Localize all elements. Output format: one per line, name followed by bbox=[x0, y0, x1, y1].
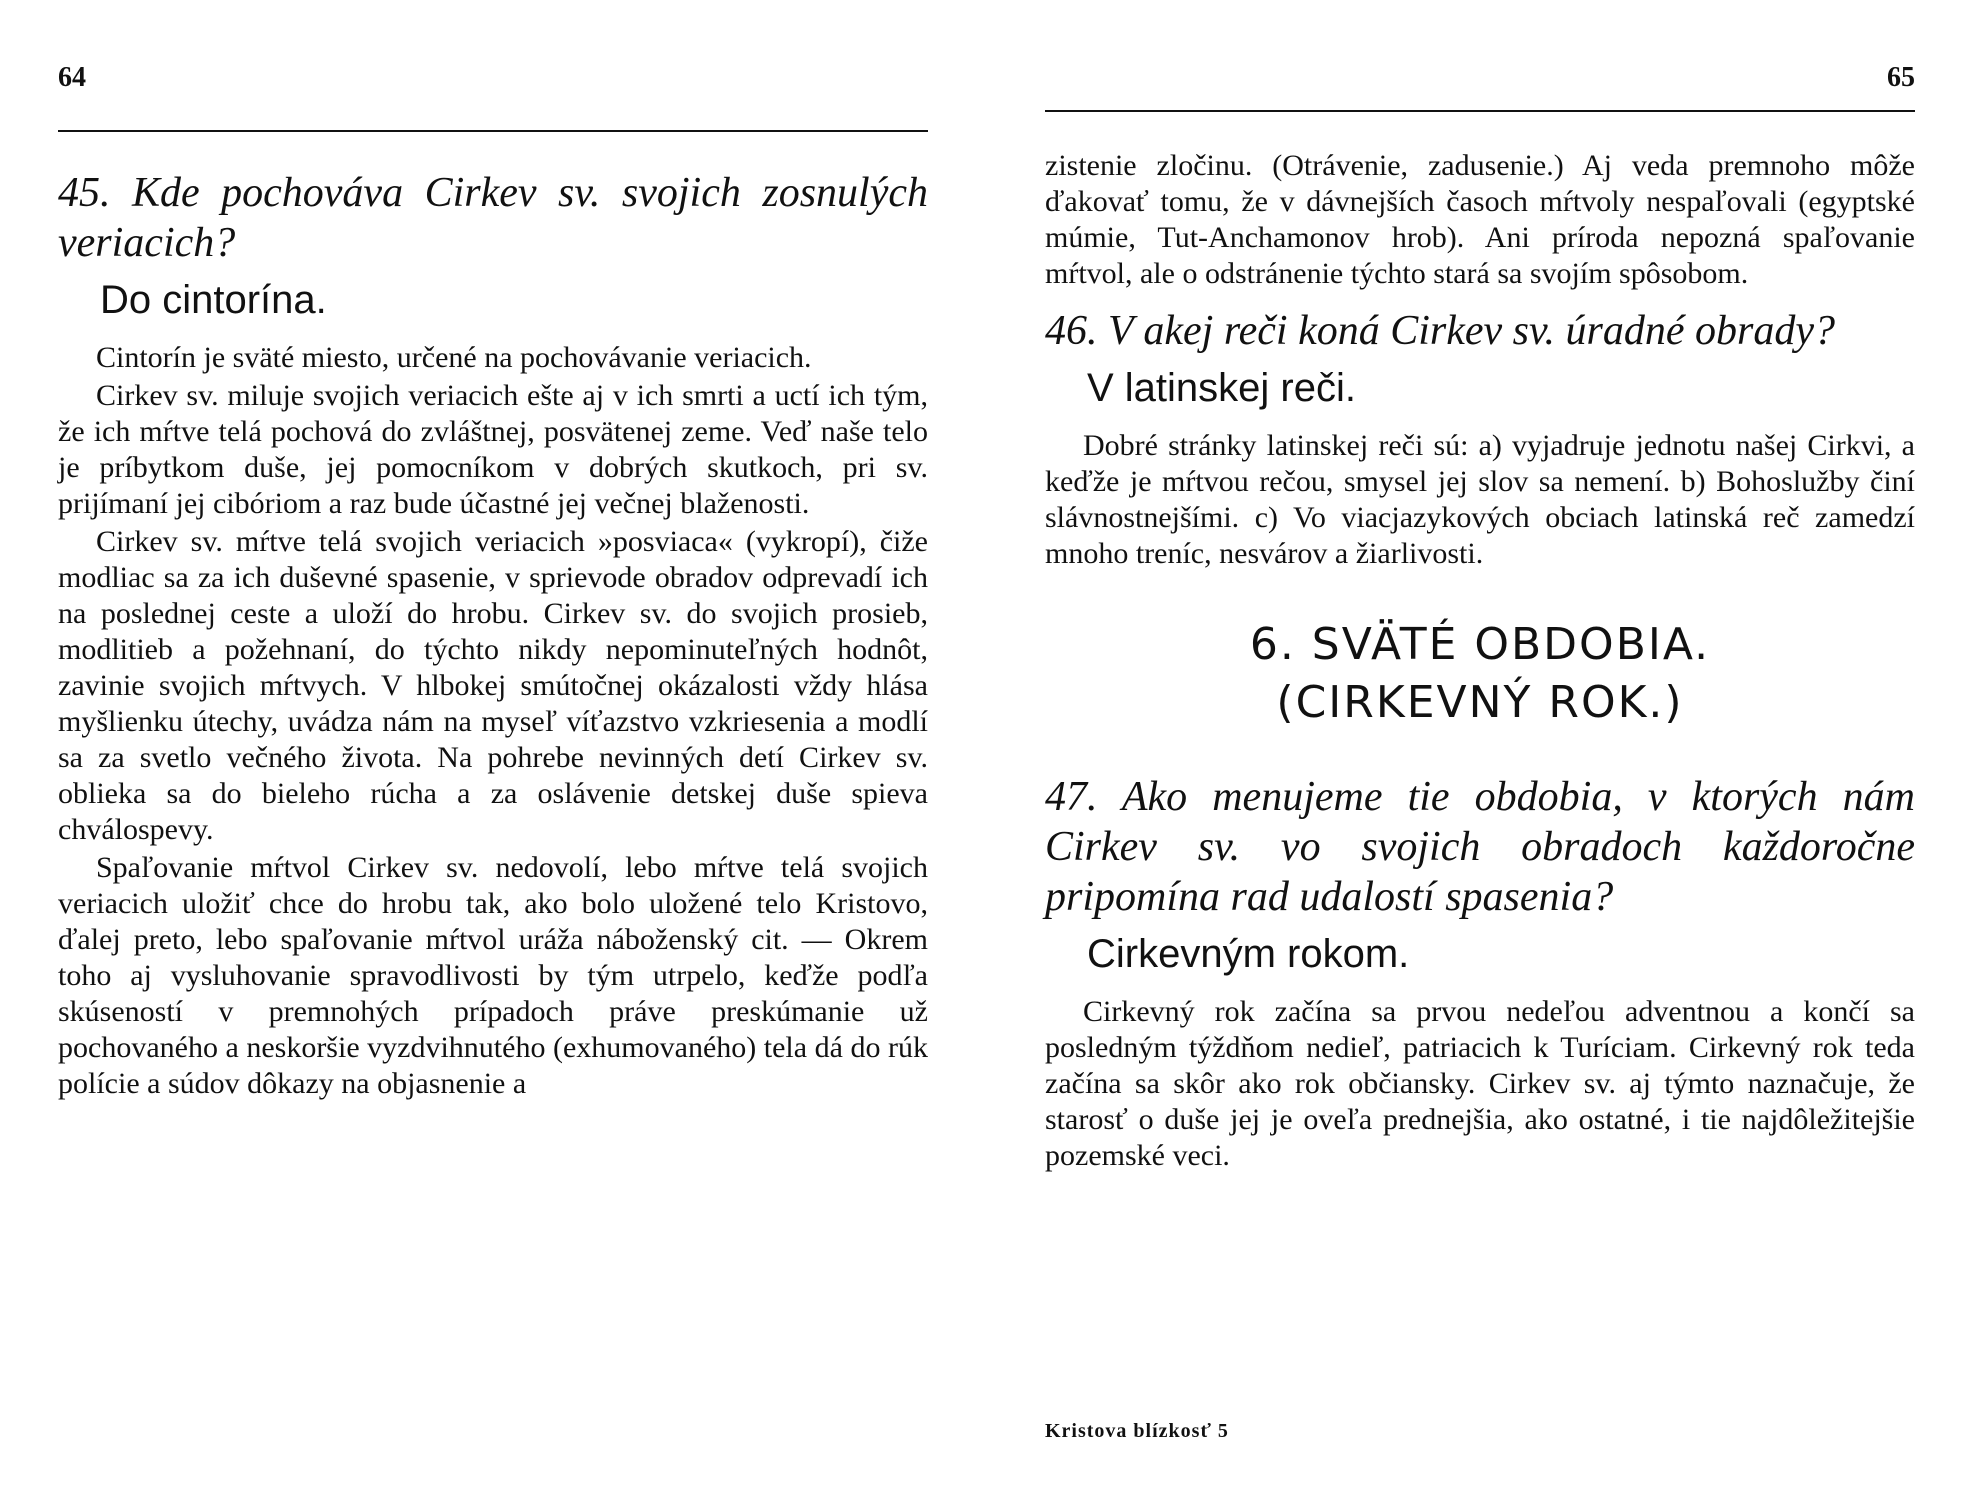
paragraph: Cintorín je sväté miesto, určené na pochovávanie veriacich. bbox=[96, 341, 812, 374]
signature-mark: Kristova blízkosť 5 bbox=[1045, 1420, 1229, 1442]
question-47-number: 47. bbox=[1045, 774, 1098, 820]
section-subtitle: (CIRKEVNÝ ROK.) bbox=[1276, 677, 1684, 728]
left-page-content bbox=[58, 168, 928, 1104]
section-heading bbox=[1045, 616, 1915, 732]
paragraph: Spaľovanie mŕtvol Cirkev sv. nedovolí, lebo mŕtve telá svojich veriacich uložiť chce do hrobu tak, ako bolo uložené telo Kristovo, ďalej preto, lebo spaľovanie mŕtvol uráža náboženský cit. — Okrem toho aj vysluhovanie spravodlivosti by tým utrpelo, keďže podľa skúseností v premnohých prípadoch práve preskúmanie už pochovaného a neskoršie vyzdvihnutého (exhumovaného) tela dá do rúk polície a súdov dôkazy na objasnenie a bbox=[58, 851, 928, 1100]
answer-45: Do cintorína. bbox=[100, 278, 327, 322]
question-45-text: Kde pochováva Cirkev sv. svojich zosnulých veriacich? bbox=[58, 170, 928, 266]
paragraph: Cirkev sv. miluje svojich veriacich ešte aj v ich smrti a uctí ich tým, že ich mŕtve telá pochová do zvláštnej, posvätenej zeme. Veď naše telo je príbytkom duše, jej pomocníkom v dobrých skutkoch, pri sv. prijímaní jej cibóriom a raz bude účastné jej večnej blaženosti. bbox=[58, 379, 928, 520]
question-46 bbox=[1045, 306, 1915, 356]
header-rule-right bbox=[1045, 110, 1915, 112]
section-title: 6. SVÄTÉ OBDOBIA. bbox=[1249, 619, 1711, 670]
right-page bbox=[1045, 0, 1915, 1500]
question-47 bbox=[1045, 772, 1915, 922]
paragraph-46: Dobré stránky latinskej reči sú: a) vyjadruje jednotu našej Cirkvi, a keďže je mŕtvou rečou, smysel jej slov sa nemení. b) Bohoslužby činí slávnostnejšími. c) Vo viacjazykových obciach latinská reč zamedzí mnoho treníc, nesvárov a žiarlivosti. bbox=[1045, 429, 1915, 570]
page-number-left: 64 bbox=[58, 62, 86, 93]
question-45-number: 45. bbox=[58, 170, 111, 216]
page-number-right: 65 bbox=[1887, 62, 1915, 93]
question-45 bbox=[58, 168, 928, 268]
question-46-text: V akej reči koná Cirkev sv. úradné obrady? bbox=[1108, 308, 1836, 354]
answer-46: V latinskej reči. bbox=[1087, 366, 1356, 410]
question-46-number: 46. bbox=[1045, 308, 1098, 354]
right-page-content bbox=[1045, 148, 1915, 1176]
header-rule-left bbox=[58, 130, 928, 132]
paragraph-47: Cirkevný rok začína sa prvou nedeľou adventnou a končí sa posledným týždňom nedieľ, patriacich k Turíciam. Cirkevný rok teda začína sa skôr ako rok občiansky. Cirkev sv. aj týmto naznačuje, že starosť o duše jej je oveľa prednejšia, ako ostatné, i tie najdôležitejšie pozemské veci. bbox=[1045, 995, 1915, 1172]
left-page bbox=[58, 0, 928, 1500]
answer-47: Cirkevným rokom. bbox=[1087, 932, 1410, 976]
question-47-text: Ako menujeme tie obdobia, v ktorých nám Cirkev sv. vo svojich obradoch každoročne pripomína rad udalostí spasenia? bbox=[1045, 774, 1915, 920]
paragraph: Cirkev sv. mŕtve telá svojich veriacich »posviaca« (vykropí), čiže modliac sa za ich duševné spasenie, v sprievode obradov odprevadí ich na poslednej ceste a uloží do hrobu. Cirkev sv. do svojich prosieb, modlitieb a požehnaní, do týchto nikdy nepominuteľných hodnôt, zavinie svojich mŕtvych. V hlbokej smútočnej okázalosti vždy hlása myšlienku útechy, uvádza nám na myseľ víťazstvo vzkriesenia a modlí sa za svetlo večného života. Na pohrebe nevinných detí Cirkev sv. oblieka sa do bieleho rúcha a za oslávenie detskej duše spieva chválospevy. bbox=[58, 525, 928, 846]
continuation-paragraph: zistenie zločinu. (Otrávenie, zadusenie.) Aj veda premnoho môže ďakovať tomu, že v dávnejších časoch mŕtvoly nespaľovali (egyptské múmie, Tut-Anchamonov hrob). Ani príroda nepozná spaľovanie mŕtvol, ale o odstránenie týchto stará sa svojím spôsobom. bbox=[1045, 149, 1915, 290]
